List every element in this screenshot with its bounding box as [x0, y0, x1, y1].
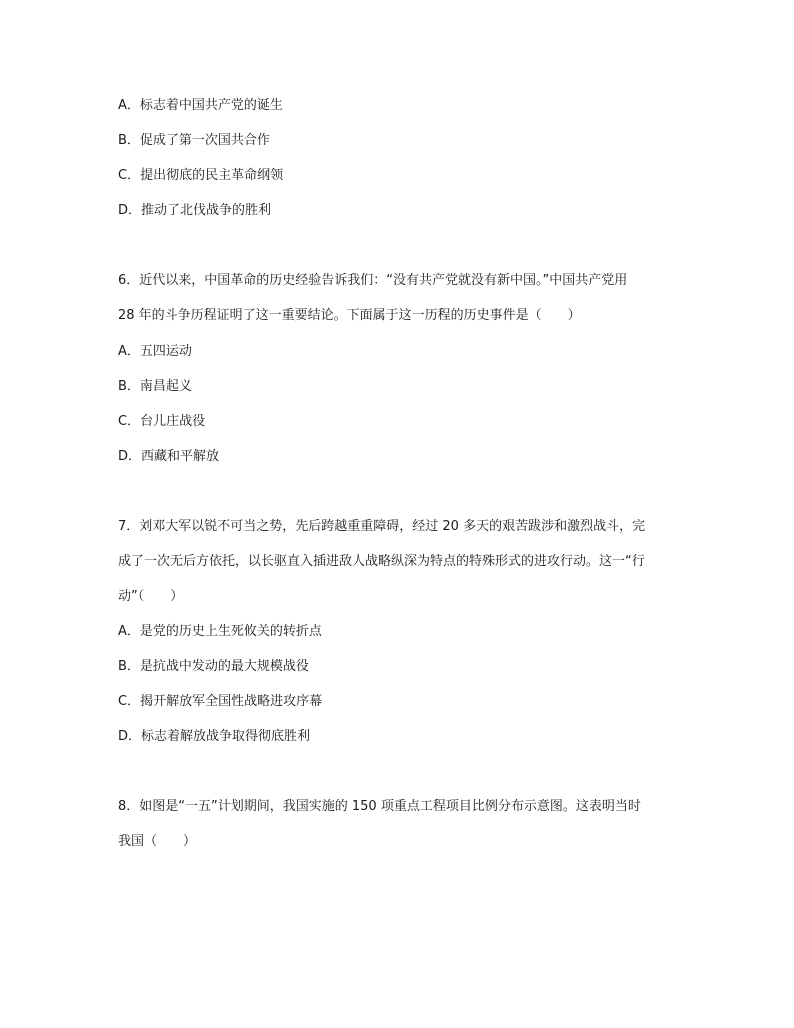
q7-option-c: C．揭开解放军全国性战略进攻序幕	[118, 694, 323, 709]
q8-stem-line2: 我国（ ）	[118, 834, 197, 849]
q6-stem-line1: 6．近代以来，中国革命的历史经验告诉我们：“没有共产党就没有新中国。”中国共产党用	[118, 273, 628, 288]
q8-stem-line1: 8．如图是“一五”计划期间，我国实施的 150 项重点工程项目比例分布示意图。这表明当时	[118, 799, 641, 814]
q6-option-a: A．五四运动	[118, 344, 192, 359]
q5-option-b: B．促成了第一次国共合作	[118, 133, 270, 148]
q7-stem-line2: 成了一次无后方依托，以长驱直入插进敌人战略纵深为特点的特殊形式的进攻行动。这一“行	[118, 554, 645, 569]
q7-option-d: D．标志着解放战争取得彻底胜利	[118, 729, 311, 744]
q6-option-d: D．西藏和平解放	[118, 449, 220, 464]
q7-option-b: B．是抗战中发动的最大规模战役	[118, 659, 309, 674]
q7-option-a: A．是党的历史上生死攸关的转折点	[118, 624, 322, 639]
q6-stem-line2: 28 年的斗争历程证明了这一重要结论。下面属于这一历程的历史事件是（ ）	[118, 308, 581, 323]
q6-option-b: B．南昌起义	[118, 379, 192, 394]
q5-option-d: D．推动了北伐战争的胜利	[118, 203, 272, 218]
q7-stem-line3: 动”（ ）	[118, 589, 184, 604]
q6-option-c: C．台儿庄战役	[118, 414, 206, 429]
q7-stem-line1: 7．刘邓大军以锐不可当之势，先后跨越重重障碍，经过 20 多天的艰苦跋涉和激烈战斗，完	[118, 519, 646, 534]
q5-option-a: A．标志着中国共产党的诞生	[118, 98, 283, 113]
q5-option-c: C．提出彻底的民主革命纲领	[118, 168, 284, 183]
